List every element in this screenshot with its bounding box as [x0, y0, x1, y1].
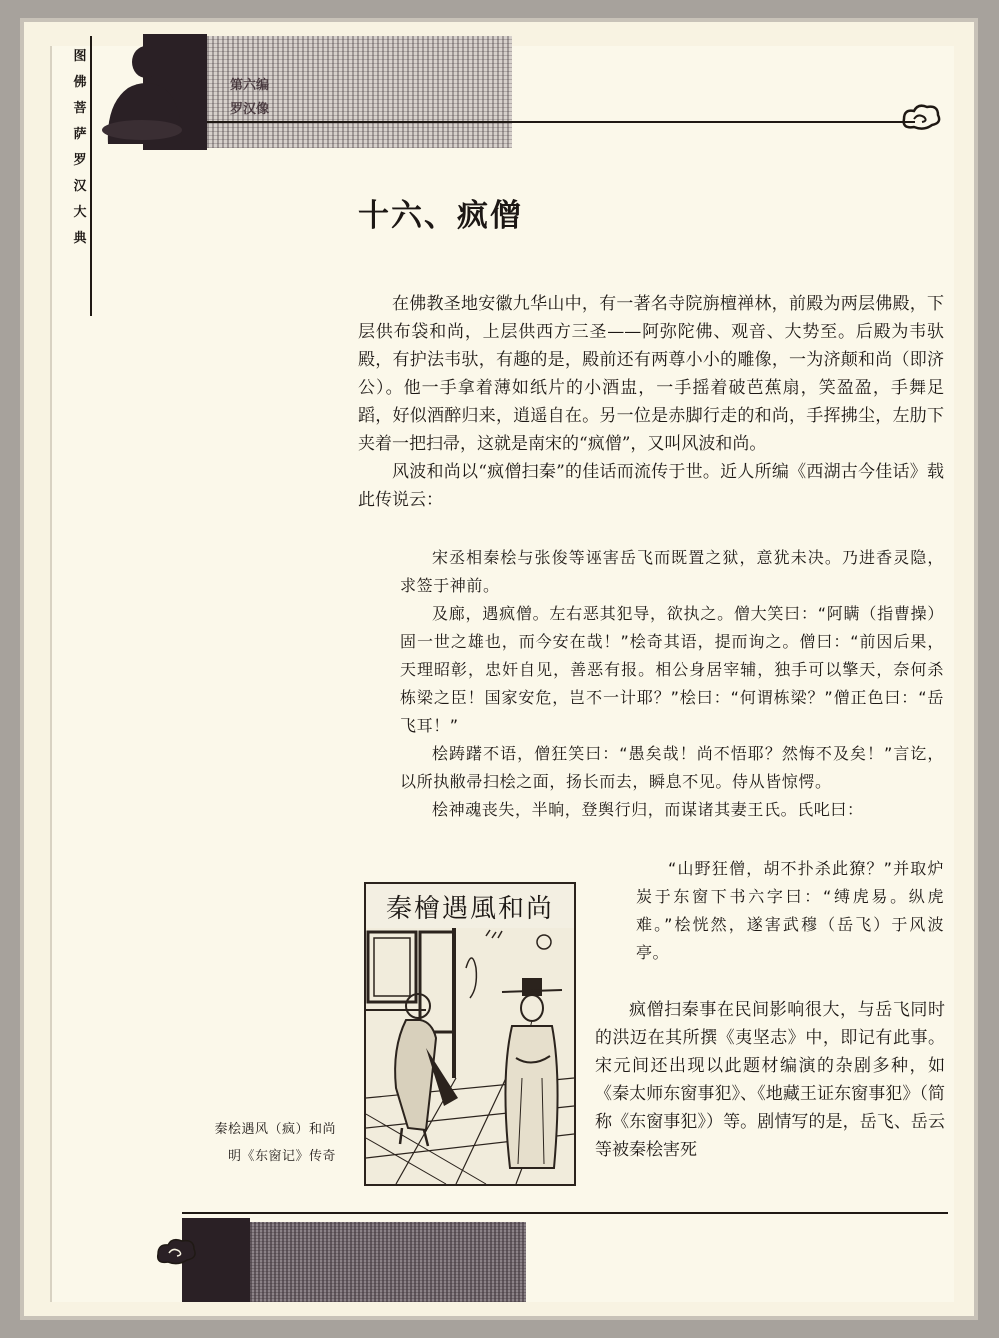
caption-line: 秦桧遇风（疯）和尚	[214, 1122, 336, 1137]
chapter-label	[230, 74, 269, 122]
quote-paragraph: “山野狂僧，胡不扑杀此獠？”并取炉炭于东窗下书六字曰：“缚虎易。纵虎难。”桧恍然，遂害武穆（岳飞）于风波亭。	[636, 859, 944, 962]
side-title-char: 萨	[73, 127, 87, 142]
side-title-char: 图	[73, 49, 87, 64]
side-title-char: 罗	[73, 153, 87, 168]
side-rule	[90, 36, 92, 316]
quote-tail	[636, 855, 944, 967]
body-text	[358, 290, 944, 514]
illustration-caption	[188, 1116, 336, 1170]
side-title-char: 大	[73, 205, 87, 220]
quote-paragraph: 及廊，遇疯僧。左右恶其犯导，欲执之。僧大笑曰：“阿瞒（指曹操）固一世之雄也，而今安在哉！”桧奇其语，提而询之。僧曰：“前因后果，天理昭彰，忠奸自见，善恶有报。相公身居宰辅，独手可以擎天，奈何杀栋梁之臣！国家安危，岂不一计耶？”桧曰：“何谓栋梁？”僧正色曰：“岳飞耳！”	[400, 604, 944, 735]
chapter-label-name: 罗汉像	[230, 102, 270, 117]
quote-paragraph: 桧踌躇不语，僧狂笑曰：“愚矣哉！尚不悟耶？然悔不及矣！”言讫，以所执敝帚扫桧之面，扬长而去，瞬息不见。侍从皆惊愕。	[400, 744, 944, 791]
quote-block	[400, 544, 944, 824]
buddha-silhouette-icon	[98, 44, 186, 144]
footer-texture	[250, 1222, 526, 1302]
paragraph: 在佛教圣地安徽九华山中，有一著名寺院旃檀禅林，前殿为两层佛殿，下层供布袋和尚，上层供西方三圣——阿弥陀佛、观音、大势至。后殿为韦驮殿，有护法韦驮，有趣的是，殿前还有两尊小小的雕像，一为济颠和尚（即济公）。他一手拿着薄如纸片的小酒盅，一手摇着破芭蕉扇，笑盈盈，手舞足蹈，好似酒醉归来，逍遥自在。另一位是赤脚行走的和尚，手挥拂尘，左肋下夹着一把扫帚，这就是南宋的“疯僧”，又叫风波和尚。	[358, 294, 944, 454]
side-title-char: 典	[73, 231, 87, 246]
cloud-ornament-icon	[900, 103, 942, 131]
body-text-lower	[595, 996, 945, 1164]
paragraph: 风波和尚以“疯僧扫秦”的佳话而流传于世。近人所编《西湖古今佳话》载此传说云：	[358, 462, 944, 510]
illustration-title: 秦檜遇風和尚	[366, 884, 574, 930]
side-title-char: 菩	[73, 101, 87, 116]
chapter-label-part: 第六编	[230, 78, 270, 93]
section-title: 十六、疯僧	[358, 198, 523, 234]
side-title-char: 佛	[73, 75, 87, 90]
footer-rule	[182, 1212, 948, 1214]
quote-paragraph: 宋丞相秦桧与张俊等诬害岳飞而既置之狱，意犹未决。乃进香灵隐，求签于神前。	[400, 548, 944, 595]
woodcut-illustration	[364, 882, 576, 1186]
caption-source: 明《东窗记》传奇	[227, 1149, 336, 1164]
paragraph: 疯僧扫秦事在民间影响很大，与岳飞同时的洪迈在其所撰《夷坚志》中，即记有此事。宋元间还出现以此题材编演的杂剧多种，如《秦太师东窗事犯》、《地藏王证东窗事犯》（简称《东窗事犯》）等。剧情写的是，岳飞、岳云等被秦桧害死	[595, 1000, 945, 1160]
side-book-title	[70, 44, 90, 252]
quote-paragraph: 桧神魂丧失，半晌，登舆行归，而谋诸其妻王氏。氏叱曰：	[432, 800, 864, 819]
woodcut-scene-image	[366, 928, 574, 1184]
cloud-ornament-icon	[154, 1236, 198, 1266]
header-rule	[207, 121, 915, 123]
side-title-char: 汉	[73, 179, 87, 194]
